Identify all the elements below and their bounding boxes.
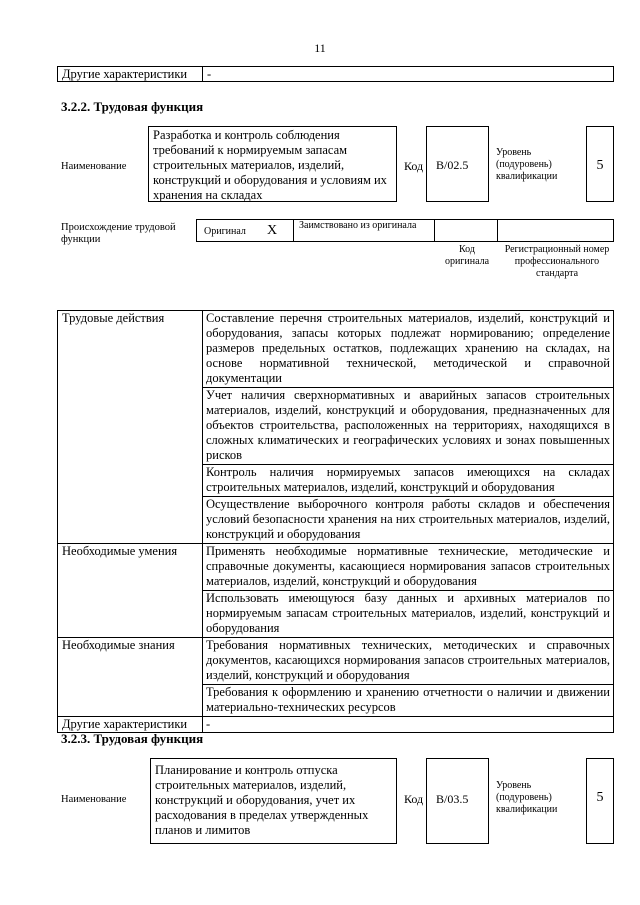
other-characteristics-label: Другие характеристики bbox=[58, 67, 203, 82]
function-name-box: Разработка и контроль соблюдения требований к нормируемым запасам строительных материалов, изделий, конструкций и оборудования и условиям их хранения на складах bbox=[148, 126, 397, 202]
code-value: B/03.5 bbox=[436, 792, 469, 806]
borrowed-label: Заимствовано из оригинала bbox=[299, 220, 417, 231]
page-number: 11 bbox=[314, 41, 326, 55]
labor-actions-label: Трудовые действия bbox=[58, 311, 203, 544]
level-value: 5 bbox=[596, 158, 604, 173]
function-name-box: Планирование и контроль отпуска строительных материалов, изделий, конструкций и оборудования, учет их расходования в пределах утвержденных планов и лимитов bbox=[150, 758, 397, 844]
code-label: Код bbox=[404, 792, 424, 806]
level-value: 5 bbox=[596, 790, 604, 805]
knowledge-item: Требования нормативных технических, методических и справочных документов, касающихся нормирования запасов строительных материалов, изделий, конструкций и оборудования bbox=[203, 638, 614, 685]
labor-action-item: Составление перечня строительных материалов, изделий, конструкций и оборудования, запасы которых подлежат нормированию; определение размеров предельных остатков, подлежащих хранению на складах, на основе нормативной технической, методической и справочной документации bbox=[203, 311, 614, 388]
section-title-3-2-2: 3.2.2. Трудовая функция bbox=[61, 99, 204, 114]
name-label: Наименование bbox=[61, 794, 127, 805]
reg-number-caption: Регистрационный номер профессионального стандарта bbox=[504, 244, 610, 279]
table-row bbox=[58, 544, 614, 591]
name-label: Наименование bbox=[61, 161, 127, 172]
origin-row bbox=[196, 219, 614, 242]
code-original-caption: Код оригинала bbox=[444, 244, 490, 267]
code-label: Код bbox=[404, 159, 424, 173]
other-characteristics-label: Другие характеристики bbox=[58, 717, 203, 733]
level-label: Уровень (подуровень) квалификации bbox=[496, 780, 558, 815]
labor-function-table bbox=[57, 310, 614, 733]
level-label: Уровень (подуровень) квалификации bbox=[496, 147, 558, 182]
knowledge-label: Необходимые знания bbox=[58, 638, 203, 717]
skills-label: Необходимые умения bbox=[58, 544, 203, 638]
table-row bbox=[58, 638, 614, 685]
other-characteristics-value: - bbox=[203, 67, 614, 82]
original-label: Оригинал bbox=[204, 226, 246, 237]
section-title-3-2-3: 3.2.3. Трудовая функция bbox=[61, 731, 204, 746]
original-mark: X bbox=[267, 223, 278, 238]
labor-action-item: Контроль наличия нормируемых запасов имеющихся на складах строительных материалов, изделий, конструкций и оборудования bbox=[203, 465, 614, 497]
table-row bbox=[58, 311, 614, 388]
origin-label: Происхождение трудовой функции bbox=[61, 222, 176, 245]
level-box bbox=[586, 758, 614, 844]
skill-item: Использовать имеющуюся базу данных и архивных материалов по нормируемым запасам строительных материалов, изделий, конструкций и оборудования bbox=[203, 591, 614, 638]
knowledge-item: Требования к оформлению и хранению отчетности о наличии и движении материально-технических ресурсов bbox=[203, 685, 614, 717]
labor-action-item: Осуществление выборочного контроля работы складов и обеспечения условий безопасности хранения на них строительных материалов, изделий, конструкций и оборудования bbox=[203, 497, 614, 544]
code-box bbox=[426, 758, 489, 844]
code-value: B/02.5 bbox=[436, 158, 469, 172]
other-characteristics-value: - bbox=[203, 717, 614, 733]
other-characteristics-row-top bbox=[57, 66, 614, 82]
skill-item: Применять необходимые нормативные технические, методические и справочные документы, касающиеся нормирования запасов строительных материалов, изделий, конструкций и оборудования bbox=[203, 544, 614, 591]
labor-action-item: Учет наличия сверхнормативных и аварийных запасов строительных материалов, изделий, конструкций и оборудования, предназначенных для объектов строительства, расположенных на территориях, находящихся в сложных климатических и географических условиях и зонах повышенных рисков bbox=[203, 388, 614, 465]
level-box bbox=[586, 126, 614, 202]
code-box bbox=[426, 126, 489, 202]
